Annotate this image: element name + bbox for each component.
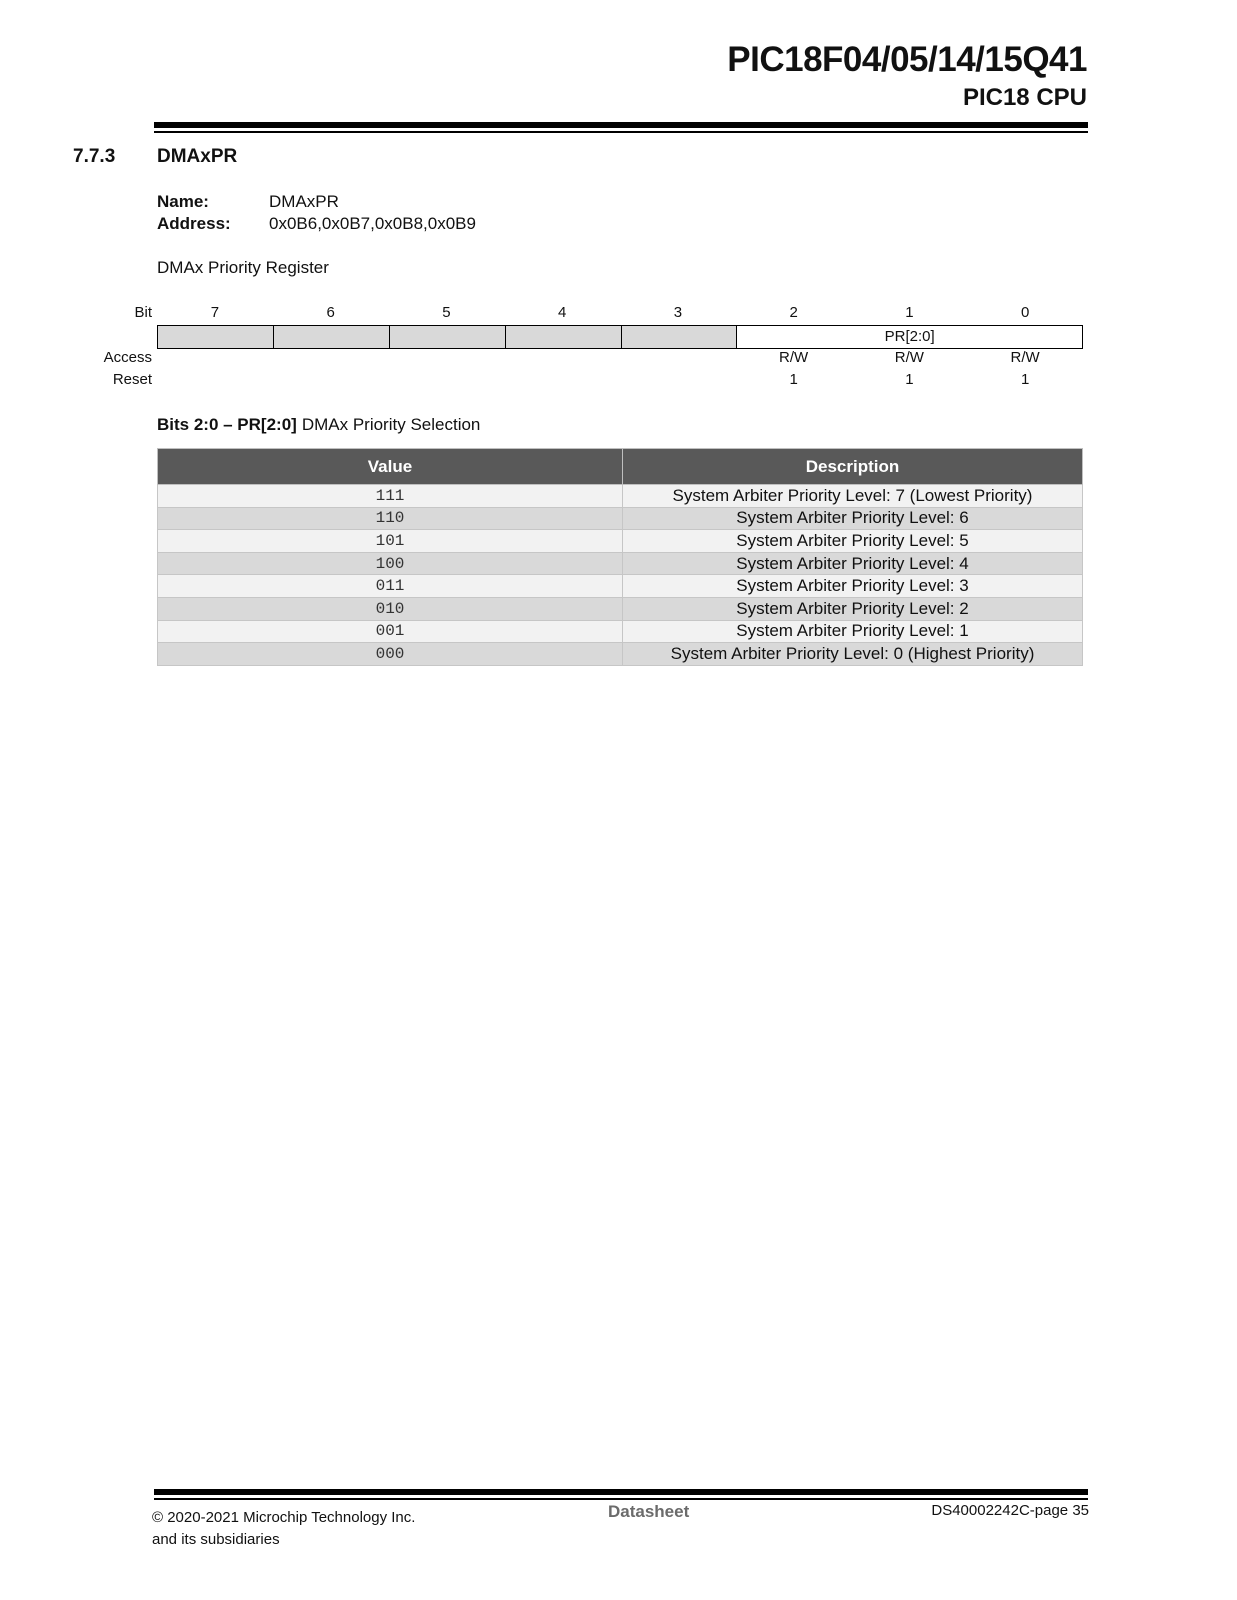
field-pr-cell: PR[2:0] <box>737 326 1082 348</box>
copyright-line-2: and its subsidiaries <box>152 1531 280 1548</box>
unimplemented-bit-cell <box>622 326 738 348</box>
bit-number: 6 <box>326 304 335 321</box>
name-label: Name: <box>157 192 209 211</box>
value-cell: 110 <box>158 507 623 530</box>
reset-value: 1 <box>905 371 914 388</box>
bit-number: 5 <box>442 304 451 321</box>
unimplemented-bit-cell <box>158 326 274 348</box>
section-title: DMAxPR <box>157 146 238 167</box>
register-address-row <box>157 214 476 234</box>
reset-row <box>157 371 1083 388</box>
bit-number: 7 <box>210 304 220 321</box>
column-header-value: Value <box>158 449 623 485</box>
access-row <box>157 349 1083 366</box>
footer-page-ref: DS40002242C-page 35 <box>931 1502 1089 1519</box>
access-value: R/W <box>1010 349 1040 366</box>
reset-value: 1 <box>1020 371 1030 388</box>
reset-row-label: Reset <box>112 371 152 388</box>
register-description: DMAx Priority Register <box>157 258 329 277</box>
value-cell: 010 <box>158 597 623 620</box>
doc-title: PIC18F04/05/14/15Q41 <box>727 40 1087 79</box>
footer-rule-thick <box>154 1489 1088 1495</box>
value-cell: 001 <box>158 620 623 643</box>
priority-value-table <box>157 448 1083 666</box>
unimplemented-bit-cell <box>274 326 390 348</box>
register-name: DMAxPR <box>269 192 339 211</box>
access-value: R/W <box>894 349 924 366</box>
table-row <box>158 597 1083 620</box>
footer-rule-thin <box>154 1498 1088 1500</box>
footer-doc-type: Datasheet <box>608 1502 690 1521</box>
bit-number-row <box>157 304 1083 321</box>
column-header-description: Description <box>623 449 1083 485</box>
access-value <box>273 349 389 366</box>
reset-value <box>157 371 273 388</box>
access-value <box>389 349 505 366</box>
reset-value <box>273 371 389 388</box>
description-cell: System Arbiter Priority Level: 5 <box>623 530 1083 553</box>
reset-value: 1 <box>789 371 798 388</box>
value-cell: 100 <box>158 552 623 575</box>
access-value <box>504 349 620 366</box>
section-number: 7.7.3 <box>73 146 116 167</box>
value-cell: 111 <box>158 485 623 508</box>
footer-copyright <box>152 1507 415 1551</box>
table-header-row <box>158 449 1083 485</box>
table-row <box>158 643 1083 666</box>
table-row <box>158 575 1083 598</box>
address-label: Address: <box>157 214 231 233</box>
header-rule-thick <box>154 122 1088 128</box>
reset-value <box>504 371 620 388</box>
register-address: 0x0B6,0x0B7,0x0B8,0x0B9 <box>269 214 476 233</box>
description-cell: System Arbiter Priority Level: 7 (Lowest Priority) <box>623 485 1083 508</box>
description-cell: System Arbiter Priority Level: 6 <box>623 507 1083 530</box>
bit-number: 4 <box>557 304 567 321</box>
description-cell: System Arbiter Priority Level: 1 <box>623 620 1083 643</box>
unimplemented-bit-cell <box>506 326 622 348</box>
bit-number: 1 <box>905 304 914 321</box>
access-value <box>620 349 736 366</box>
register-name-row <box>157 192 339 212</box>
copyright-line-1: © 2020-2021 Microchip Technology Inc. <box>152 1509 416 1526</box>
bit-number: 0 <box>1020 304 1030 321</box>
bitfield-heading <box>157 415 480 435</box>
value-cell: 101 <box>158 530 623 553</box>
table-row <box>158 620 1083 643</box>
table-row <box>158 552 1083 575</box>
access-value: R/W <box>779 349 809 366</box>
reset-value <box>389 371 505 388</box>
description-cell: System Arbiter Priority Level: 4 <box>623 552 1083 575</box>
bit-row-label: Bit <box>134 304 152 321</box>
register-bit-box <box>157 325 1083 349</box>
header-rule-thin <box>154 131 1088 133</box>
value-cell: 011 <box>158 575 623 598</box>
doc-subtitle: PIC18 CPU <box>962 84 1087 111</box>
bit-number: 2 <box>789 304 798 321</box>
reset-value <box>620 371 736 388</box>
unimplemented-bit-cell <box>390 326 506 348</box>
description-cell: System Arbiter Priority Level: 3 <box>623 575 1083 598</box>
table-row <box>158 507 1083 530</box>
value-cell: 000 <box>158 643 623 666</box>
table-row <box>158 530 1083 553</box>
description-cell: System Arbiter Priority Level: 2 <box>623 597 1083 620</box>
bitfield-name: Bits 2:0 – PR[2:0] <box>157 415 297 434</box>
description-cell: System Arbiter Priority Level: 0 (Highest Priority) <box>623 643 1083 666</box>
table-row <box>158 485 1083 508</box>
access-row-label: Access <box>103 349 152 366</box>
bit-number: 3 <box>673 304 683 321</box>
bitfield-description: DMAx Priority Selection <box>301 415 481 434</box>
access-value <box>157 349 273 366</box>
